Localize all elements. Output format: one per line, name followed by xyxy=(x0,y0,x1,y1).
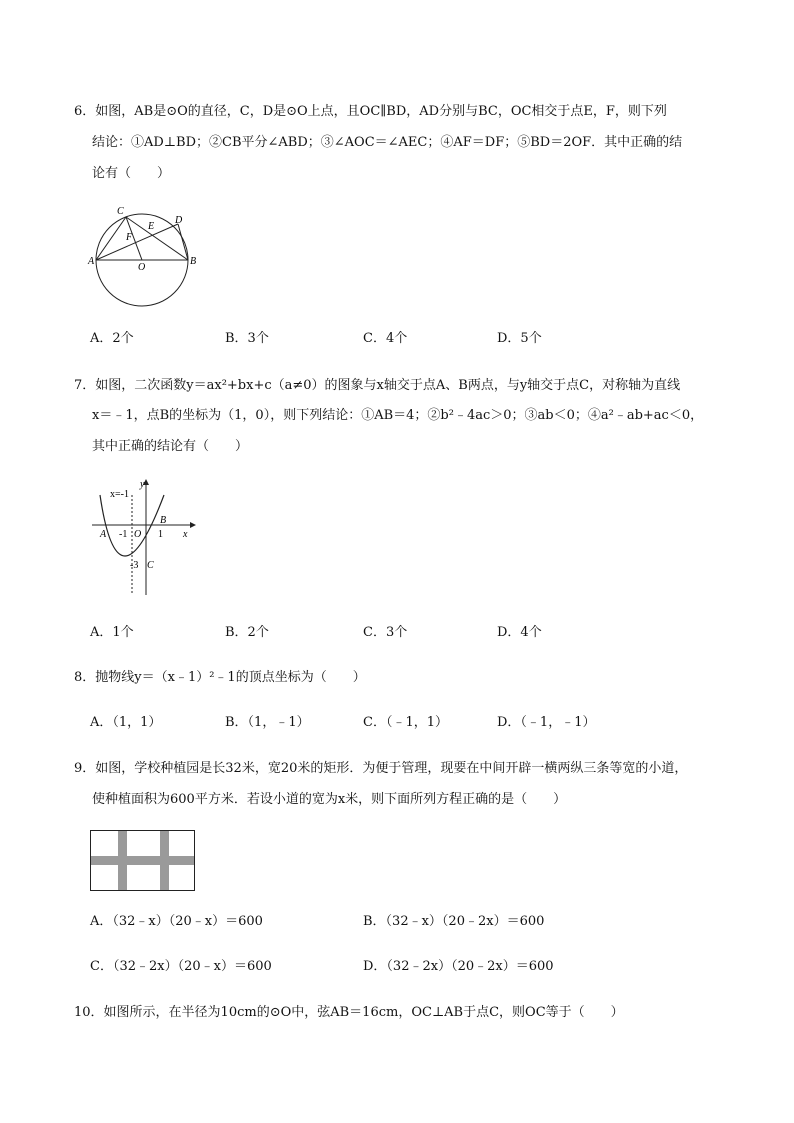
q9-path-horizontal xyxy=(91,856,194,865)
q8-option-c: C．（﹣1，1） xyxy=(363,715,448,730)
q6-option-c: C．4个 xyxy=(363,331,408,346)
q8-stem-line-1: 8．抛物线y＝（x﹣1）²﹣1的顶点坐标为（ ） xyxy=(74,670,366,685)
q7-label-one: 1 xyxy=(158,529,163,540)
q6-label-f: F xyxy=(126,232,133,243)
q7-parabola-figure xyxy=(88,477,198,607)
q6-option-a: A．2个 xyxy=(90,331,134,346)
q7-label-a: A xyxy=(100,529,107,540)
q6-label-b: B xyxy=(190,256,197,267)
q7-stem-line-2: x＝﹣1，点B的坐标为（1，0），则下列结论：①AB＝4；②b²﹣4ac＞0；③ab＜0；④a²﹣ab+ac＜0， xyxy=(92,408,704,423)
q9-garden-figure xyxy=(90,830,200,892)
q7-label-b: B xyxy=(160,515,167,526)
q9-path-vertical-2 xyxy=(160,831,169,890)
q7-label-neg3: -3 xyxy=(130,560,139,571)
q7-label-neg1: -1 xyxy=(119,529,128,540)
q6-option-d: D．5个 xyxy=(497,331,542,346)
q7-option-d: D．4个 xyxy=(497,625,542,640)
q6-label-a: A xyxy=(88,256,95,267)
q9-stem-line-2: 使种植面积为600平方米．若设小道的宽为x米，则下面所列方程正确的是（ ） xyxy=(92,792,567,807)
q6-circle-figure xyxy=(86,202,206,332)
q6-label-c: C xyxy=(117,206,124,217)
q7-stem-line-3: 其中正确的结论有（ ） xyxy=(92,439,249,454)
q7-label-y: y xyxy=(140,479,145,490)
q8-option-d: D．（﹣1，﹣1） xyxy=(497,715,596,730)
q9-option-b: B．（32﹣x）（20﹣2x）＝600 xyxy=(363,914,545,929)
q6-label-e: E xyxy=(148,221,155,232)
q8-option-a: A．（1，1） xyxy=(90,715,162,730)
q6-option-b: B．3个 xyxy=(225,331,269,346)
q6-stem-line-2: 结论：①AD⊥BD；②CB平分∠ABD；③∠AOC＝∠AEC；④AF＝DF；⑤BD＝2OF．其中正确的结 xyxy=(92,135,683,150)
q7-option-c: C．3个 xyxy=(363,625,408,640)
q9-option-c: C．（32﹣2x）（20﹣x）＝600 xyxy=(90,959,272,974)
q9-option-a: A．（32﹣x）（20﹣x）＝600 xyxy=(90,914,263,929)
q9-option-d: D．（32﹣2x）（20﹣2x）＝600 xyxy=(363,959,554,974)
q7-option-b: B．2个 xyxy=(225,625,269,640)
q10-stem-line-1: 10．如图所示，在半径为10cm的⊙O中，弦AB＝16cm，OC⊥AB于点C，则OC等于（ ） xyxy=(74,1005,624,1020)
q6-label-o: O xyxy=(138,262,146,273)
q9-path-vertical-1 xyxy=(118,831,127,890)
q7-option-a: A．1个 xyxy=(90,625,134,640)
q7-label-axis: x=-1 xyxy=(110,489,129,500)
q6-label-d: D xyxy=(175,215,183,226)
q7-label-c: C xyxy=(147,560,154,571)
q7-stem-line-1: 7．如图，二次函数y＝ax²+bx+c（a≠0）的图象与x轴交于点A、B两点，与y轴交于点C，对称轴为直线 xyxy=(74,378,681,393)
q7-label-o: O xyxy=(134,529,142,540)
q7-label-x: x xyxy=(183,529,188,540)
q6-stem-line-3: 论有（ ） xyxy=(92,166,171,181)
q8-option-b: B．（1，﹣1） xyxy=(225,715,310,730)
q7-x-arrow xyxy=(190,522,196,528)
q9-stem-line-1: 9．如图，学校种植园是长32米，宽20米的矩形．为便于管理，现要在中间开辟一横两纵三条等宽的小道， xyxy=(74,761,688,776)
q6-stem-line-1: 6．如图，AB是⊙O的直径，C，D是⊙O上点，且OC∥BD，AD分别与BC，OC相交于点E，F，则下列 xyxy=(74,104,667,119)
